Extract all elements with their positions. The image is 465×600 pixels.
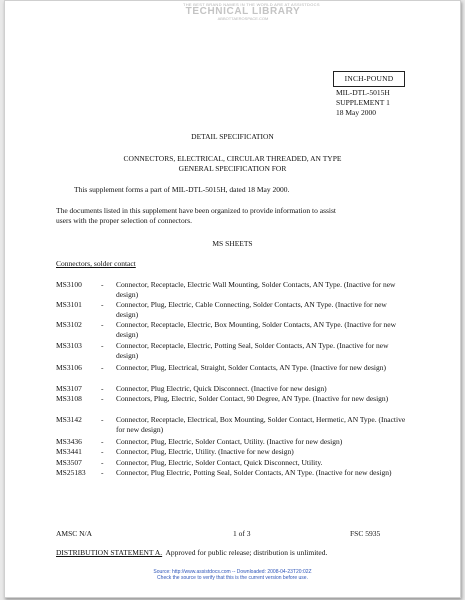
sheet-description: Connector, Plug Electric, Potting Seal, Solder Contacts, AN Type. (Inactive for new design): [116, 468, 392, 477]
intro-paragraph-2-line-1: The documents listed in this supplement have been organized to provide information to assist: [56, 206, 337, 215]
sheet-dash: -: [101, 341, 104, 350]
sheet-code: MS3102: [56, 320, 82, 329]
doc-date: 18 May 2000: [336, 108, 376, 117]
watermark-tagline: THE BEST BRAND NAMES IN THE WORLD ARE AT ASSISTDOCS: [183, 2, 320, 7]
section-heading: MS SHEETS: [212, 239, 253, 248]
sheet-dash: -: [101, 384, 104, 393]
sheet-dash: -: [101, 447, 104, 456]
sheet-description: Connector, Receptacle, Electrical, Box Mounting, Solder Contact, Hermetic, AN Type. (Inactive for new design): [116, 415, 406, 434]
distribution-text: Approved for public release; distribution is unlimited.: [162, 548, 328, 557]
sheet-description: Connector, Receptacle, Electric, Box Mounting, Solder Contacts, AN Type. (Inactive for new design): [116, 320, 397, 339]
sheet-description: Connector, Plug, Electric, Solder Contact, Utility. (Inactive for new design): [116, 437, 343, 446]
source-note: Check the source to verify that this is the current version before use.: [157, 575, 308, 581]
doc-number: MIL-DTL-5015H: [336, 88, 390, 97]
sheet-dash: -: [101, 280, 104, 289]
sheet-description: Connectors, Plug, Electric, Solder Contact, 90 Degree, AN Type. (Inactive for new design): [116, 394, 389, 403]
sheet-description: Connector, Plug, Electric, Utility. (Inactive for new design): [116, 447, 294, 456]
sheet-code: MS3108: [56, 394, 82, 403]
sheet-code: MS3441: [56, 447, 82, 456]
amsc-label: AMSC N/A: [56, 529, 93, 538]
sheet-description: Connector, Plug, Electrical, Straight, Solder Contacts, AN Type. (Inactive for new design): [116, 363, 387, 372]
sheet-code: MS3100: [56, 280, 82, 289]
sheet-code: MS3436: [56, 437, 82, 446]
sheet-dash: -: [101, 300, 104, 309]
fsc-label: FSC 5935: [350, 529, 381, 538]
sheet-code: MS3103: [56, 341, 82, 350]
sheet-code: MS3507: [56, 458, 82, 467]
watermark-name: TECHNICAL LIBRARY: [185, 6, 301, 17]
sheet-dash: -: [101, 320, 104, 329]
inch-pound-box: INCH-POUND: [333, 71, 405, 87]
sheet-dash: -: [101, 468, 104, 477]
sheet-dash: -: [101, 363, 104, 372]
sheet-description: Connector, Plug, Electric, Cable Connecting, Solder Contacts, AN Type. (Inactive for new design): [116, 300, 387, 319]
distribution-label: DISTRIBUTION STATEMENT A.: [56, 548, 163, 557]
intro-paragraph-1: This supplement forms a part of MIL-DTL-5015H, dated 18 May 2000.: [74, 185, 290, 194]
sheet-code: MS3106: [56, 363, 82, 372]
supplement-label: SUPPLEMENT 1: [336, 98, 390, 107]
sheet-code: MS3107: [56, 384, 82, 393]
intro-paragraph-2-line-2: users with the proper selection of connectors.: [56, 216, 192, 225]
spec-type-heading: DETAIL SPECIFICATION: [191, 132, 274, 141]
sheet-code: MS3101: [56, 300, 82, 309]
distribution-statement: [56, 548, 327, 557]
spec-title: CONNECTORS, ELECTRICAL, CIRCULAR THREADED, AN TYPE: [123, 154, 342, 163]
document-page: [4, 0, 461, 598]
sheet-description: Connector, Plug Electric, Quick Disconnect. (Inactive for new design): [116, 384, 327, 393]
sheet-dash: -: [101, 415, 104, 424]
sheet-dash: -: [101, 458, 104, 467]
sheet-code: MS3142: [56, 415, 82, 424]
spec-subtitle: GENERAL SPECIFICATION FOR: [178, 164, 287, 173]
subsection-heading: Connectors, solder contact: [56, 259, 136, 268]
technical-library-watermark: [183, 2, 320, 21]
page-number: 1 of 3: [233, 529, 251, 538]
sheet-description: Connector, Receptacle, Electric Wall Mounting, Solder Contacts, AN Type. (Inactive for new design): [116, 280, 396, 299]
sheet-description: Connector, Plug, Electric, Solder Contact, Quick Disconnect, Utility.: [116, 458, 323, 467]
source-line: Source: http://www.assistdocs.com -- Downloaded: 2008-04-23T20:02Z: [153, 569, 312, 575]
sheet-code: MS25183: [56, 468, 86, 477]
watermark-url: ABBOTTAEROSPACE.COM: [217, 16, 269, 21]
sheet-dash: -: [101, 394, 104, 403]
sheet-description: Connector, Receptacle, Electric, Potting Seal, Solder Contacts, AN Type. (Inactive for new design): [116, 341, 389, 360]
sheet-dash: -: [101, 437, 104, 446]
